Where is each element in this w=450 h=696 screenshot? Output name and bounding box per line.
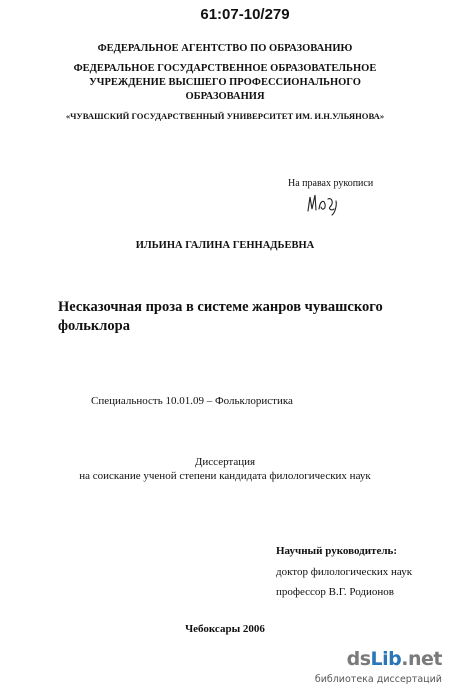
institution-line-2: УЧРЕЖДЕНИЕ ВЫСШЕГО ПРОФЕССИОНАЛЬНОГО bbox=[89, 77, 361, 88]
institution-line-3: ОБРАЗОВАНИЯ bbox=[185, 91, 265, 102]
agency-name: ФЕДЕРАЛЬНОЕ АГЕНТСТВО ПО ОБРАЗОВАНИЮ bbox=[97, 43, 353, 54]
degree-description: на соискание ученой степени кандидата филологических наук bbox=[79, 470, 371, 482]
supervisor-label: Научный руководитель: bbox=[276, 545, 397, 557]
document-code: 61:07-10/279 bbox=[200, 6, 290, 23]
dslib-watermark[interactable] bbox=[314, 648, 444, 692]
logo-lib: Lib bbox=[370, 648, 402, 670]
logo-net: .net bbox=[401, 648, 442, 670]
handwritten-signature-icon bbox=[304, 189, 346, 217]
title-line-1: Несказочная проза в системе жанров чувашского bbox=[58, 299, 383, 315]
dissertation-title bbox=[58, 298, 418, 336]
dslib-logo bbox=[347, 648, 442, 670]
manuscript-rights-note: На правах рукописи bbox=[288, 178, 374, 189]
title-line-2: фольклора bbox=[58, 318, 130, 334]
dissertation-label: Диссертация bbox=[194, 456, 256, 468]
supervisor-degree: доктор филологических наук bbox=[276, 566, 413, 578]
institution-line-1: ФЕДЕРАЛЬНОЕ ГОСУДАРСТВЕННОЕ ОБРАЗОВАТЕЛЬНОЕ bbox=[73, 63, 377, 74]
watermark-subtitle: библиотека диссертаций bbox=[314, 674, 442, 685]
specialty: Специальность 10.01.09 – Фольклористика bbox=[91, 395, 293, 407]
place-and-year: Чебоксары 2006 bbox=[185, 623, 265, 635]
logo-ds: ds bbox=[346, 648, 371, 670]
university-name: «ЧУВАШСКИЙ ГОСУДАРСТВЕННЫЙ УНИВЕРСИТЕТ ИМ. И.Н.УЛЬЯНОВА» bbox=[65, 111, 385, 121]
author-name: ИЛЬИНА ГАЛИНА ГЕННАДЬЕВНА bbox=[135, 240, 315, 251]
supervisor-name: профессор В.Г. Родионов bbox=[276, 586, 394, 598]
